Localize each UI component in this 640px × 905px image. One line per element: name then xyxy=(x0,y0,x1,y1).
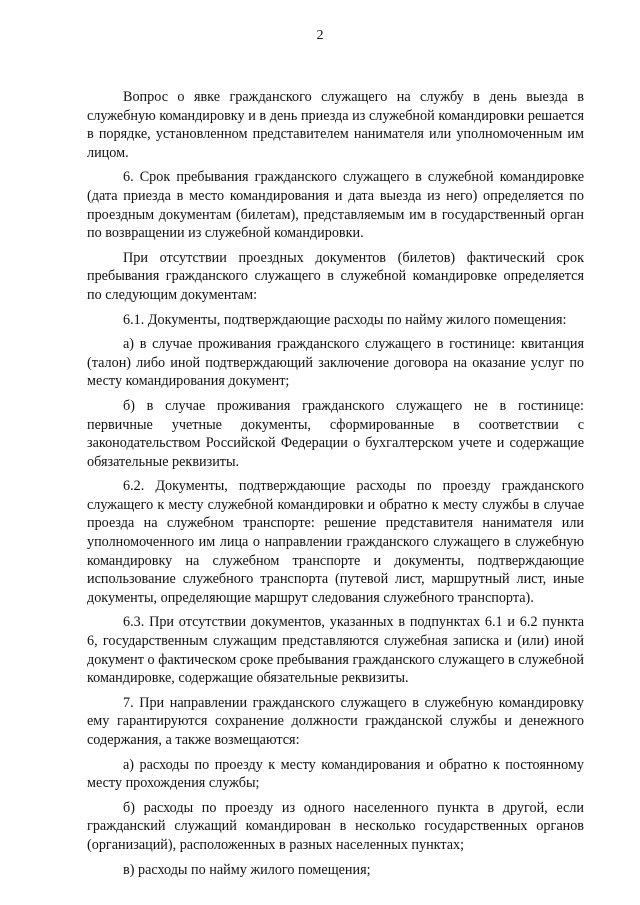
paragraph: 6.3. При отсутствии документов, указанных в подпунктах 6.1 и 6.2 пункта 6, государственным служащим представляются служебная записка и (или) иной документ о фактическом сроке пребывания гражданского служащего в служебной командировке, содержащие обязательные реквизиты. xyxy=(87,614,584,687)
document-body xyxy=(87,88,584,885)
page-number: 2 xyxy=(316,28,324,43)
paragraph: При отсутствии проездных документов (билетов) фактический срок пребывания гражданского служащего в служебной командировке определяется по следующим документам: xyxy=(87,249,584,303)
paragraph: а) расходы по проезду к месту командирования и обратно к постоянному месту прохождения службы; xyxy=(87,756,584,792)
paragraph: 6.1. Документы, подтверждающие расходы по найму жилого помещения: xyxy=(123,311,567,328)
paragraph: а) в случае проживания гражданского служащего в гостинице: квитанция (талон) либо иной подтверждающий заключение договора на оказание услуг по месту командирования документ; xyxy=(87,336,584,390)
paragraph: в) расходы по найму жилого помещения; xyxy=(123,861,371,878)
paragraph: 7. При направлении гражданского служащего в служебную командировку ему гарантируются сохранение должности гражданской службы и денежного содержания, а также возмещаются: xyxy=(87,694,584,748)
paragraph: б) в случае проживания гражданского служащего не в гостинице: первичные учетные документы, сформированные в соответствии с законодательством Российской Федерации о бухгалтерском учете и содержащие обязательные реквизиты. xyxy=(87,397,584,470)
paragraph: 6.2. Документы, подтверждающие расходы по проезду гражданского служащего к месту служебной командировки и обратно к месту службы в случае проезда на служебном транспорте: решение представителя нанимателя или уполномоченного им лица о направлении гражданского служащего в служебную командировку на служебном транспорте и документы, подтверждающие использование служебного транспорта (путевой лист, маршрутный лист, иные документы, определяющие маршрут следования служебного транспорта). xyxy=(87,478,584,606)
paragraph: Вопрос о явке гражданского служащего на службу в день выезда в служебную командировку и в день приезда из служебной командировки решается в порядке, установленном представителем нанимателя или уполномоченным им лицом. xyxy=(87,89,584,161)
paragraph: 6. Срок пребывания гражданского служащего в служебной командировке (дата приезда в место командирования и дата выезда из него) определяется по проездным документам (билетам), представляемым им в государственный орган по возвращении из служебной командировки. xyxy=(87,169,584,242)
paragraph: б) расходы по проезду из одного населенного пункта в другой, если гражданский служащий командирован в несколько государственных органов (организаций), расположенных в разных населенных пунктах; xyxy=(87,799,584,853)
